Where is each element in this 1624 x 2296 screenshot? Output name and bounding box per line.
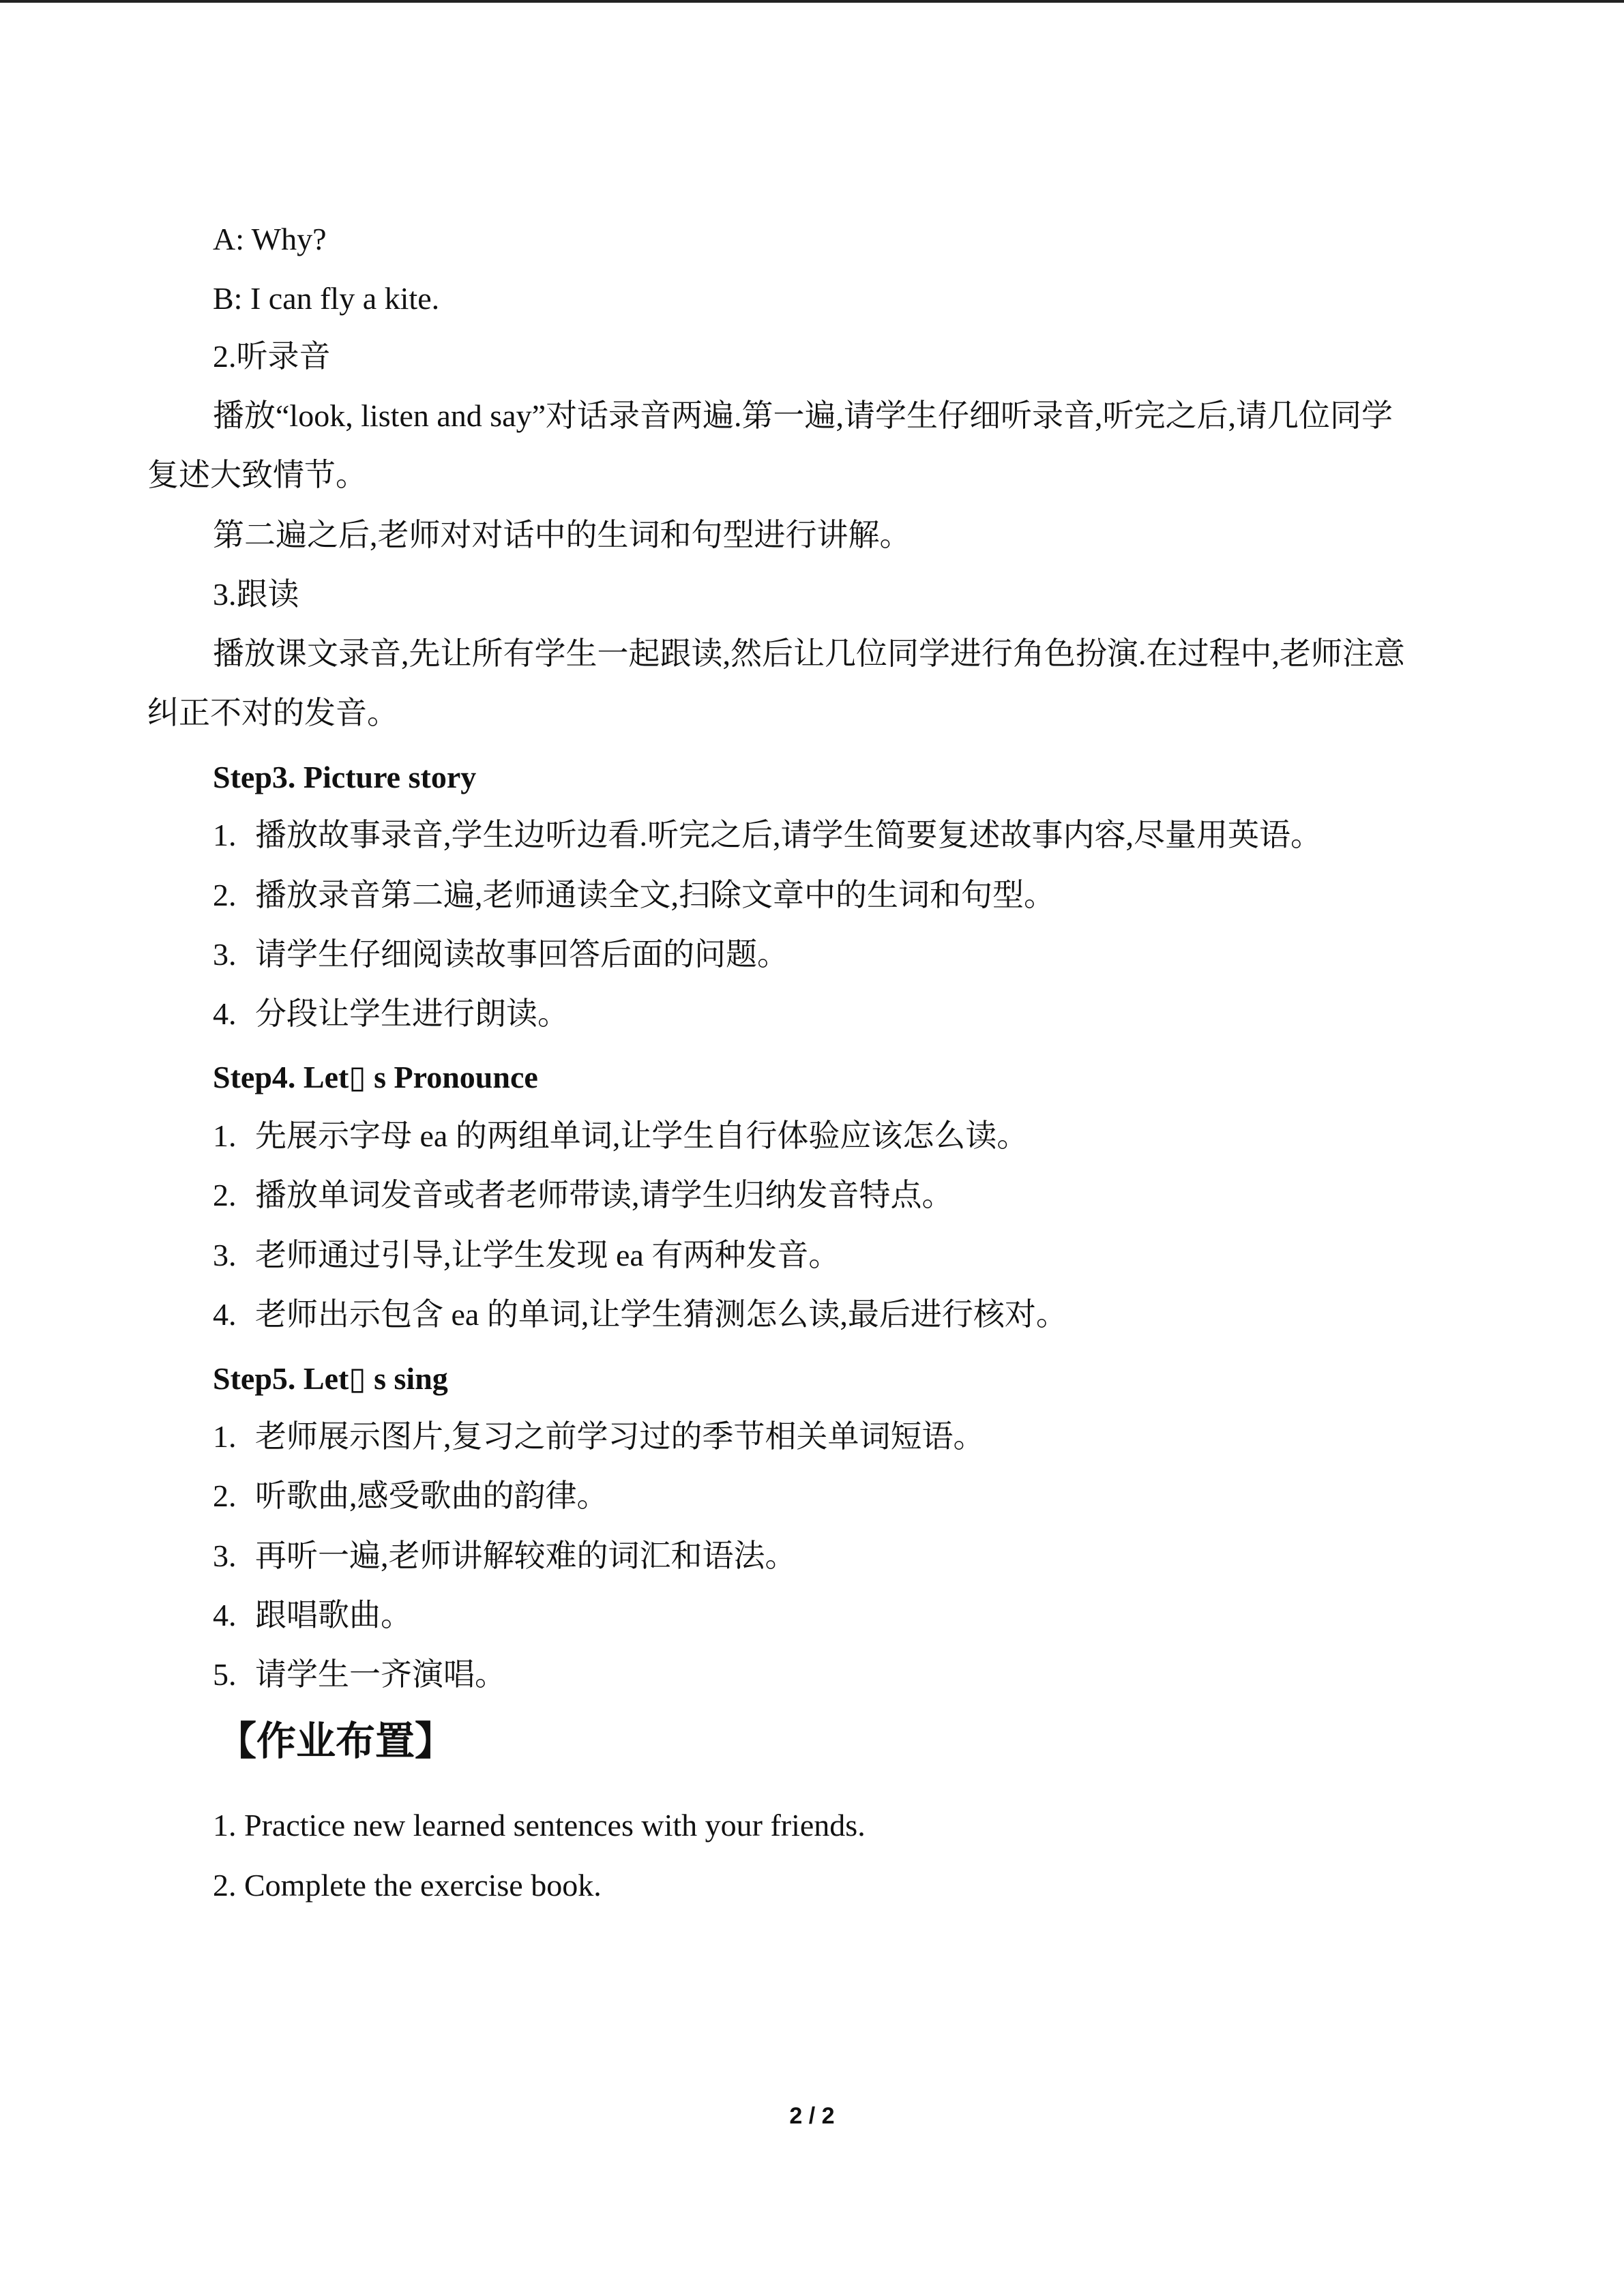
- list-item-number: 2.: [213, 878, 237, 912]
- step5-heading: Step5. Let▯ s sing: [213, 1361, 448, 1396]
- listen-heading: 2.听录音: [213, 339, 331, 374]
- list-item-number: 1.: [213, 1118, 237, 1153]
- list-item: [213, 1294, 1067, 1335]
- list-item: [213, 994, 569, 1034]
- list-item-number: 4.: [213, 1297, 237, 1332]
- list-item-number: 3.: [213, 937, 237, 972]
- follow-heading: 3.跟读: [213, 577, 299, 612]
- list-item-text: 跟唱歌曲。: [255, 1598, 412, 1632]
- list-item-text: 请学生一齐演唱。: [255, 1657, 506, 1692]
- list-item-text: 播放故事录音,学生边听边看.听完之后,请学生简要复述故事内容,尽量用英语。: [255, 818, 1322, 852]
- list-item-text: 分段让学生进行朗读。: [255, 996, 569, 1031]
- list-item: [213, 1476, 608, 1517]
- list-item-number: 5.: [213, 1657, 237, 1692]
- dialogue-line-b: B: I can fly a kite.: [213, 281, 440, 316]
- homework-item: 1. Practice new learned sentences with your friends.: [213, 1808, 866, 1843]
- list-item-number: 3.: [213, 1538, 237, 1573]
- list-item-text: 老师通过引导,让学生发现 ea 有两种发音。: [255, 1238, 840, 1272]
- list-item: [213, 1235, 840, 1276]
- listen-paragraph-line: 播放“look, listen and say”对话录音两遍.第一遍,请学生仔细听录音,听完之后,请几位同学: [213, 398, 1393, 433]
- list-item-number: 1.: [213, 818, 237, 852]
- list-item-number: 4.: [213, 996, 237, 1031]
- listen-paragraph-line: 复述大致情节。: [147, 458, 367, 492]
- list-item-text: 再听一遍,老师讲解较难的词汇和语法。: [255, 1538, 797, 1573]
- homework-item: 2. Complete the exercise book.: [213, 1868, 602, 1903]
- list-item: [213, 1116, 1028, 1157]
- list-item: [213, 934, 788, 975]
- homework-title: 【作业布置】: [217, 1718, 455, 1764]
- list-item-text: 老师展示图片,复习之前学习过的季节相关单词短语。: [255, 1419, 985, 1454]
- list-item-text: 先展示字母 ea 的两组单词,让学生自行体验应该怎么读。: [255, 1118, 1029, 1153]
- follow-paragraph-line: 纠正不对的发音。: [147, 696, 398, 730]
- list-item-text: 老师出示包含 ea 的单词,让学生猜测怎么读,最后进行核对。: [255, 1297, 1067, 1332]
- list-item: [213, 1416, 985, 1457]
- list-item-text: 请学生仔细阅读故事回答后面的问题。: [255, 937, 788, 972]
- list-item: [213, 1654, 506, 1695]
- list-item-number: 2.: [213, 1178, 237, 1212]
- list-item: [213, 1175, 954, 1216]
- list-item: [213, 875, 1055, 916]
- list-item-number: 1.: [213, 1419, 237, 1454]
- list-item-text: 播放单词发音或者老师带读,请学生归纳发音特点。: [255, 1178, 954, 1212]
- page-number: 2 / 2: [789, 2103, 835, 2129]
- list-item-number: 4.: [213, 1598, 237, 1632]
- step4-heading: Step4. Let▯ s Pronounce: [213, 1060, 538, 1094]
- list-item: [213, 815, 1322, 856]
- page-top-border: [0, 0, 1624, 3]
- list-item: [213, 1536, 797, 1577]
- list-item-number: 3.: [213, 1238, 237, 1272]
- list-item-text: 播放录音第二遍,老师通读全文,扫除文章中的生词和句型。: [255, 878, 1055, 912]
- listen-paragraph-2: 第二遍之后,老师对对话中的生词和句型进行讲解。: [213, 518, 911, 552]
- dialogue-line-a: A: Why?: [213, 222, 327, 256]
- list-item: [213, 1595, 412, 1636]
- list-item-text: 听歌曲,感受歌曲的韵律。: [255, 1478, 608, 1513]
- step3-heading: Step3. Picture story: [213, 760, 477, 794]
- list-item-number: 2.: [213, 1478, 237, 1513]
- follow-paragraph-line: 播放课文录音,先让所有学生一起跟读,然后让几位同学进行角色扮演.在过程中,老师注意: [213, 636, 1405, 671]
